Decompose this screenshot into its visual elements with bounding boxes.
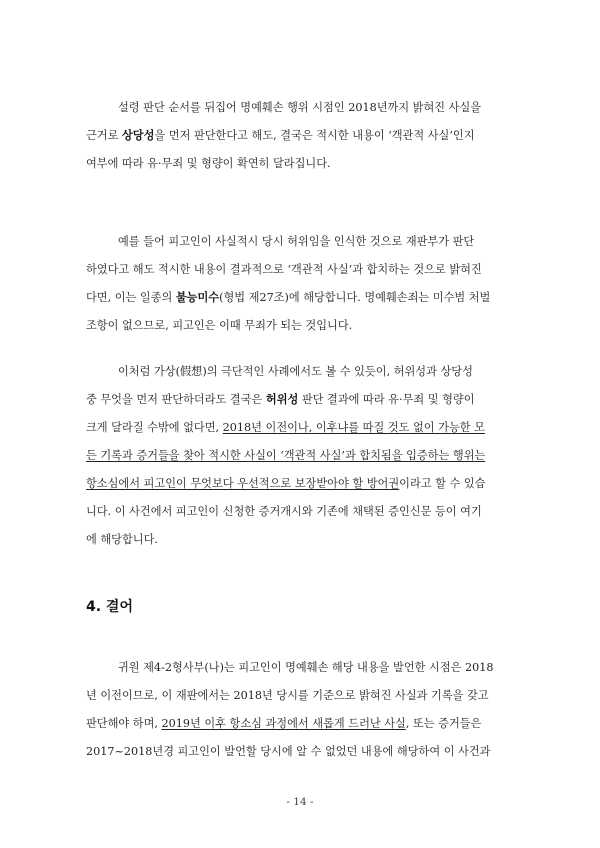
text-run: 을 먼저 판단한다고 해도, 결국은 적시한 내용이 ‘객관적 사실’인지	[154, 129, 475, 142]
text-run: 이라고 할 수 있습	[399, 477, 486, 490]
underlined-text: 2019년 이후 항소심 과정에서 새롭게 드러난 사실	[161, 717, 406, 730]
text-run: 근거로	[86, 129, 122, 142]
text-run: 중 무엇을 먼저 판단하더라도 결국은	[86, 393, 266, 406]
text-run: 판단해야 하며,	[86, 717, 162, 730]
text-run: 다면, 이는 일종의	[86, 291, 176, 304]
text-line	[86, 710, 516, 738]
paragraph-2	[86, 228, 516, 340]
text-run: 판단 결과에 따라 유·무죄 및 형량이	[298, 393, 475, 406]
text-line	[86, 470, 516, 498]
text-line: 하였다고 해도 적시한 내용이 결과적으로 ‘객관적 사실’과 합치하는 것으로 밝혀진	[86, 263, 482, 276]
page-number: - 14 -	[286, 796, 314, 808]
underlined-text: 2018년 이전이나, 이후냐를 따질 것도 없이 가능한 모	[222, 421, 485, 434]
text-run: (형법 제27조)에 해당합니다. 명예훼손죄는 미수범 처벌	[219, 291, 491, 304]
text-line	[86, 414, 516, 442]
bold-term-sangdangseong: 상당성	[121, 129, 155, 142]
paragraph-1	[86, 94, 516, 178]
text-line: 설령 판단 순서를 뒤집어 명예훼손 행위 시점인 2018년까지 밝혀진 사실을	[118, 101, 482, 114]
text-line: 년 이전이므로, 이 재판에서는 2018년 당시를 기준으로 밝혀진 사실과 기록을 갖고	[86, 689, 489, 702]
text-line: 예를 들어 피고인이 사실적시 당시 허위임을 인식한 것으로 재판부가 판단	[118, 235, 475, 248]
text-line: 귀원 제4-2형사부(나)는 피고인이 명예훼손 해당 내용을 발언한 시점은 2018	[118, 661, 494, 674]
text-line	[86, 442, 516, 470]
text-line: 니다. 이 사건에서 피고인이 신청한 증거개시와 기존에 채택된 증인신문 등이 여기	[86, 505, 482, 518]
text-line	[86, 386, 516, 414]
bold-term-heowiseong: 허위성	[265, 393, 299, 406]
text-run: , 또는 증거들은	[405, 717, 482, 730]
bold-term-bulneungmisu: 불능미수	[175, 291, 220, 304]
paragraph-3	[86, 358, 516, 554]
text-line	[86, 284, 516, 312]
text-line: 여부에 따라 유·무죄 및 형량이 확연히 달라집니다.	[86, 157, 331, 170]
underlined-text: 든 기록과 증거들을 찾아 적시한 사실이 ‘객관적 사실’과 합치됨을 입증하는 행위는	[86, 449, 486, 462]
text-line: 조항이 없으므로, 피고인은 이때 무죄가 되는 것입니다.	[86, 319, 353, 332]
text-run: 크게 달라질 수밖에 없다면,	[86, 421, 223, 434]
section-heading: 4. 결어	[86, 599, 133, 615]
text-line	[86, 122, 516, 150]
text-line: 에 해당합니다.	[86, 533, 158, 546]
underlined-text: 항소심에서 피고인이 무엇보다 우선적으로 보장받아야 할 방어권	[86, 477, 400, 490]
paragraph-4	[86, 654, 516, 766]
text-line: 2017~2018년경 피고인이 발언할 당시에 알 수 없었던 내용에 해당하여 이 사건과	[86, 745, 491, 758]
text-line: 이처럼 가상(假想)의 극단적인 사례에서도 볼 수 있듯이, 허위성과 상당성	[118, 365, 473, 378]
